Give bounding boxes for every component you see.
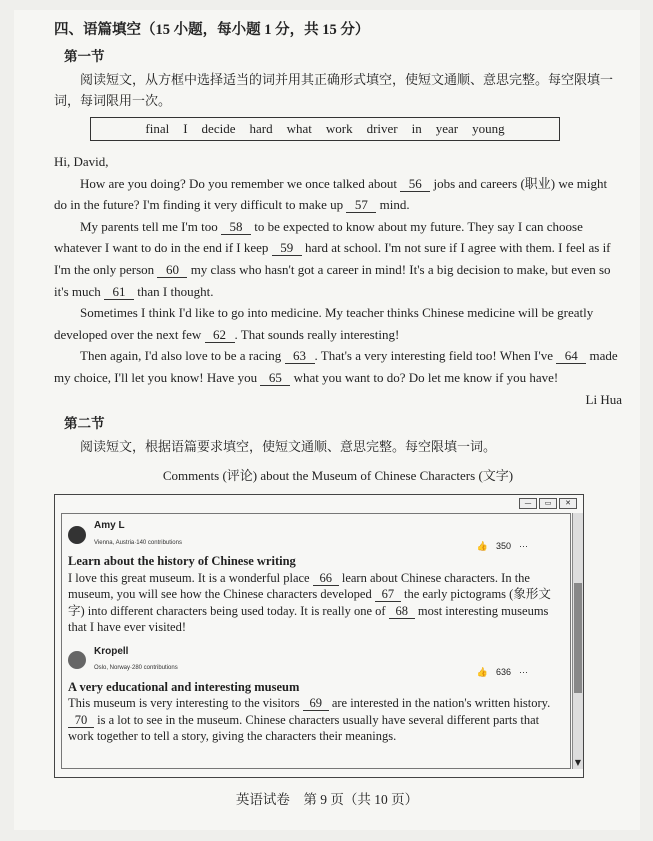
blank-59[interactable]: 59: [272, 241, 302, 256]
blank-65[interactable]: 65: [260, 371, 290, 386]
more-icon[interactable]: ···: [519, 541, 528, 552]
letter: [54, 151, 622, 410]
user-name[interactable]: Amy L: [94, 520, 125, 532]
likes: [477, 538, 528, 555]
scroll-down-icon[interactable]: ▼: [574, 758, 582, 768]
word-option: final: [145, 121, 170, 136]
like-count: 350: [495, 541, 511, 552]
review-body: This museum is very interesting to the visitors 69 are interested in the nation's written history. 70 is a lot to see in the museum. Chinese characters usually have several different parts that work together to tell a story, giving the characters their meanings.: [68, 696, 551, 744]
user-location: Oslo, Norway·280 contributions: [94, 665, 178, 672]
review-card: [68, 644, 564, 745]
word-option: hard: [249, 121, 273, 136]
close-icon[interactable]: ✕: [559, 498, 577, 509]
more-icon[interactable]: ···: [519, 666, 528, 677]
letter-paragraph-1: How are you doing? Do you remember we once talked about 56 jobs and careers (职业) we might do in the future? I'm finding it very difficult to make up 57 mind.: [54, 175, 608, 213]
avatar[interactable]: [68, 526, 86, 544]
word-option: I: [183, 121, 188, 136]
blank-70[interactable]: 70: [68, 714, 94, 728]
blank-57[interactable]: 57: [346, 198, 376, 213]
blank-63[interactable]: 63: [285, 349, 315, 364]
maximize-icon[interactable]: ▭: [539, 498, 557, 509]
blank-61[interactable]: 61: [104, 285, 134, 300]
blank-67[interactable]: 67: [375, 588, 401, 602]
blank-62[interactable]: 62: [205, 328, 235, 343]
letter-paragraph-4: Then again, I'd also love to be a racing 63 . That's a very interesting field too! When I've 64 made my choice, I'll let you know! Have you 65 what you want to do? Do let me know if you have!: [54, 348, 618, 385]
letter-greeting: Hi, David,: [54, 154, 109, 169]
comments-title: Comments (评论) about the Museum of Chinese Characters (文字): [162, 468, 514, 484]
letter-paragraph-2: My parents tell me I'm too 58 to be expected to know about my future. They say I can choose whatever I want to do in the end if I keep 59 hard at school. I'm not sure if I agree with them. I feel as if I'm the only person 60 my class who hasn't got a career in mind! It's a big decision to make, but even so it's much 61 than I thought.: [54, 218, 611, 299]
thumbs-up-icon[interactable]: 👍: [476, 541, 488, 552]
word-option: work: [325, 121, 353, 136]
blank-56[interactable]: 56: [400, 177, 430, 192]
word-option: driver: [366, 121, 398, 136]
section-header: 四、语篇填空（15 小题，每小题 1 分，共 15 分）: [54, 22, 370, 38]
part2-instructions: 阅读短文，根据语篇要求填空，使短文通顺、意思完整。每空限填一词。: [80, 439, 497, 455]
scroll-thumb[interactable]: [574, 583, 582, 693]
word-box: [90, 117, 560, 141]
comments-list: [61, 513, 571, 769]
minimize-icon[interactable]: —: [519, 498, 537, 509]
likes: [477, 664, 528, 681]
thumbs-up-icon[interactable]: 👍: [476, 666, 488, 677]
review-title: Learn about the history of Chinese writing: [68, 554, 296, 569]
word-option: what: [286, 121, 312, 136]
window-controls: [519, 498, 577, 509]
part1-instructions: 阅读短文，从方框中选择适当的词并用其正确形式填空，使短文通顺、意思完整。每空限填一词，每词限用一次。: [54, 72, 614, 108]
blank-66[interactable]: 66: [313, 572, 339, 586]
review-title: A very educational and interesting museum: [68, 679, 300, 694]
blank-58[interactable]: 58: [221, 220, 251, 235]
word-option: year: [435, 121, 459, 136]
user-location: Vienna, Austria·140 contributions: [94, 539, 182, 546]
part2-title: 第二节: [64, 416, 105, 432]
word-option: young: [472, 121, 505, 136]
blank-64[interactable]: 64: [556, 349, 586, 364]
word-option: decide: [201, 121, 236, 136]
letter-paragraph-3: Sometimes I think I'd like to go into medicine. My teacher thinks Chinese medicine will be greatly developed over the next few 62 . That sounds really interesting!: [54, 305, 594, 342]
user-name[interactable]: Kropell: [94, 645, 129, 657]
like-count: 636: [495, 666, 511, 677]
exam-page: [14, 10, 640, 830]
comments-window: [54, 494, 584, 778]
blank-60[interactable]: 60: [157, 263, 187, 278]
review-body: I love this great museum. It is a wonderful place 66 learn about Chinese characters. In the museum, you will see how the Chinese characters developed 67 the early pictograms (象形文字) into different characters being used today. It is really one of 68 most interesting museums that I have ever visited!: [68, 570, 551, 635]
blank-68[interactable]: 68: [389, 605, 415, 619]
part1-title: 第一节: [64, 49, 105, 64]
scrollbar[interactable]: [572, 513, 583, 769]
page-footer: 英语试卷 第 9 页（共 10 页）: [235, 792, 419, 807]
blank-69[interactable]: 69: [303, 697, 329, 711]
avatar[interactable]: [68, 651, 86, 669]
review-card: [68, 518, 564, 636]
letter-signature: Li Hua: [585, 391, 622, 407]
word-option: in: [411, 121, 422, 136]
